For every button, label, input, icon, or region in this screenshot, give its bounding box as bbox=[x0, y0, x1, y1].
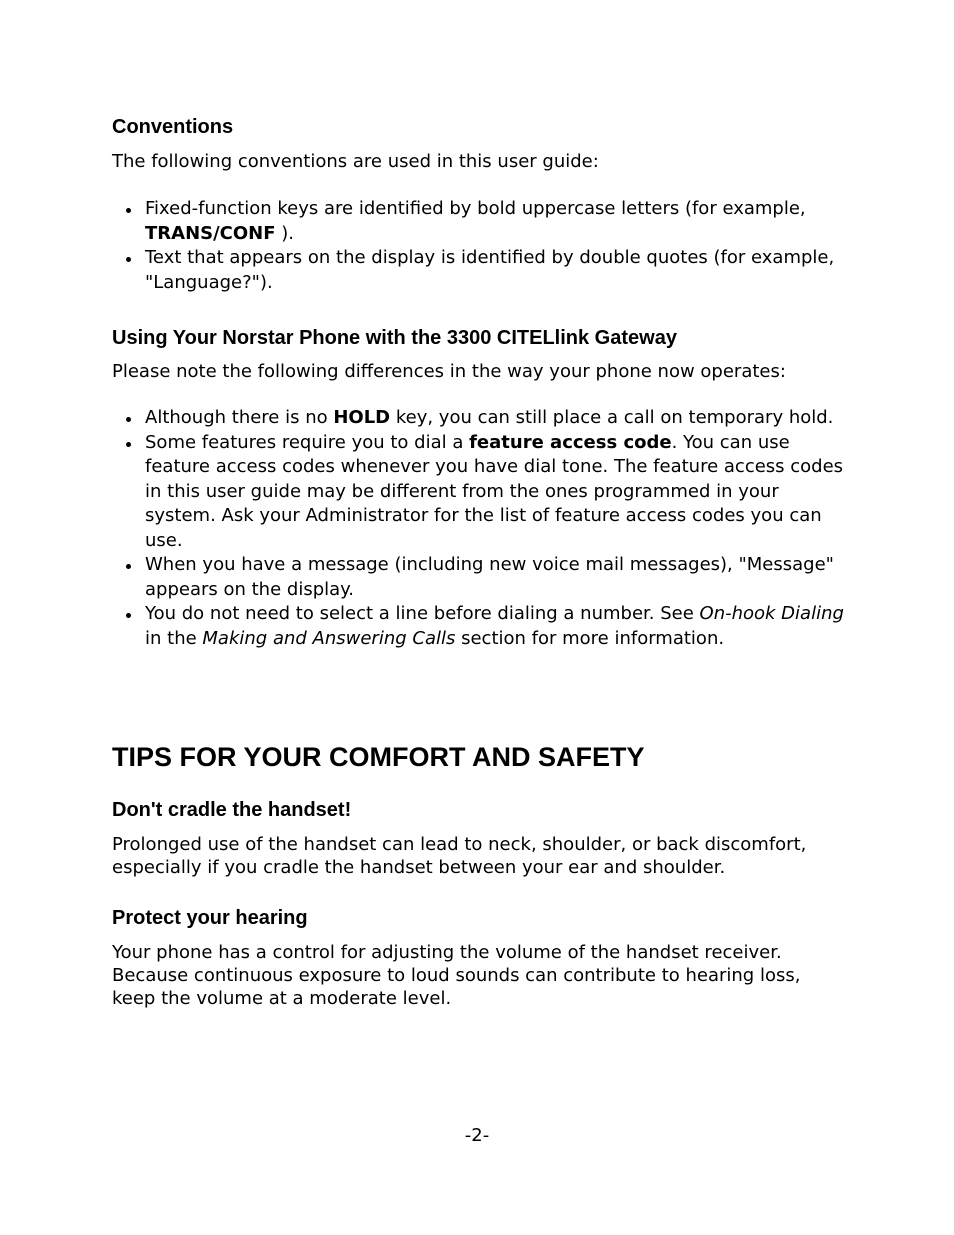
page-content bbox=[112, 114, 847, 1010]
reference-italic: Making and Answering Calls bbox=[202, 627, 456, 649]
list-item-text: key, you can still place a call on temporary hold. bbox=[390, 407, 834, 428]
bullet-icon bbox=[126, 564, 131, 569]
list-item-text: When you have a message (including new voice mail messages), "Message" appears on the display. bbox=[145, 554, 834, 600]
bullet-icon bbox=[126, 208, 131, 213]
list-item-text: Text that appears on the display is identified by double quotes (for example, "Language?"). bbox=[145, 247, 835, 293]
cradle-heading: Don't cradle the handset! bbox=[112, 799, 352, 821]
list-item-text: in the bbox=[145, 627, 203, 649]
key-name-bold: TRANS/CONF bbox=[145, 222, 276, 244]
conventions-list bbox=[112, 197, 847, 295]
reference-italic: On-hook Dialing bbox=[699, 603, 844, 624]
conventions-intro: The following conventions are used in this user guide: bbox=[112, 151, 599, 172]
list-item-text: Some features require you to dial a bbox=[145, 431, 470, 453]
list-item-text: Although there is no bbox=[145, 407, 334, 428]
list-item bbox=[112, 197, 847, 246]
bullet-icon bbox=[126, 613, 131, 618]
list-item-text: Fixed-function keys are identified by bold uppercase letters (for example, bbox=[145, 198, 806, 219]
bullet-icon bbox=[126, 257, 131, 262]
list-item bbox=[112, 431, 847, 554]
norstar-list bbox=[112, 406, 847, 651]
page-number: -2- bbox=[464, 1125, 490, 1146]
bullet-icon bbox=[126, 417, 131, 422]
list-item-text: ). bbox=[275, 222, 295, 244]
key-name-bold: HOLD bbox=[333, 407, 391, 428]
hearing-body: Your phone has a control for adjusting the volume of the handset receiver. Because continuous exposure to loud sounds can contribute to hearing loss, keep the volume at a moderate level. bbox=[112, 942, 801, 1009]
term-bold: feature access code bbox=[469, 431, 672, 453]
hearing-heading: Protect your hearing bbox=[112, 907, 308, 929]
list-item-text: section for more information. bbox=[455, 627, 725, 649]
norstar-heading: Using Your Norstar Phone with the 3300 CITELlink Gateway bbox=[112, 327, 677, 349]
list-item-text: You do not need to select a line before dialing a number. See bbox=[145, 603, 700, 624]
list-item bbox=[112, 406, 847, 431]
list-item bbox=[112, 553, 847, 602]
tips-heading: TIPS FOR YOUR COMFORT AND SAFETY bbox=[112, 742, 645, 772]
conventions-heading: Conventions bbox=[112, 116, 234, 138]
list-item-text: . You can use feature access codes whenever you have dial tone. The feature access codes in this user guide may be different from the ones programmed in your system. Ask your Administrator for the list of feature access codes you can use. bbox=[145, 431, 844, 551]
bullet-icon bbox=[126, 442, 131, 447]
list-item bbox=[112, 246, 847, 295]
cradle-body: Prolonged use of the handset can lead to neck, shoulder, or back discomfort, especially if you cradle the handset between your ear and shoulder. bbox=[112, 834, 807, 878]
list-item bbox=[112, 602, 847, 651]
norstar-intro: Please note the following differences in the way your phone now operates: bbox=[112, 361, 786, 382]
